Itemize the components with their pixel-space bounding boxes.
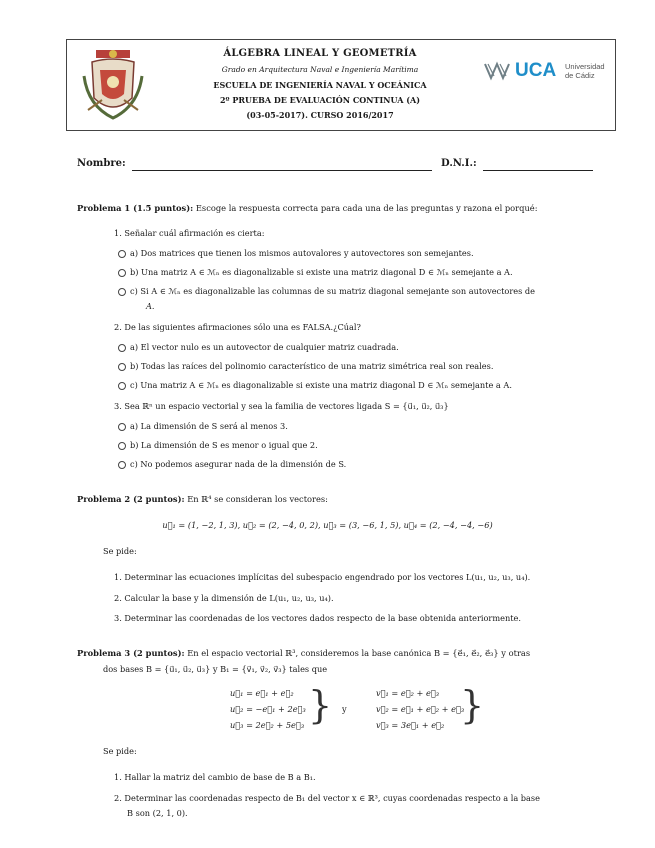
p3-v-brace: } [460,683,485,727]
p3-u1: u⃗₁ = e⃗₁ + e⃗₂ [230,688,294,698]
p2-item-3: 3. Determinar las coordenadas de los vectores dados respecto de la base obtenida anteriormente. [114,613,521,623]
p1-q3-option-c: c) No podemos asegurar nada de la dimensión de S. [130,459,347,469]
problem-3-heading [77,648,530,658]
p3-v2: v⃗₂ = e⃗₁ + e⃗₂ + e⃗₃ [376,704,465,714]
p3-v1: v⃗₁ = e⃗₂ + e⃗₃ [376,688,440,698]
p3-item-2: 2. Determinar las coordenadas respecto de B₁ del vector x ∈ ℝ³, cuyas coordenadas respecto a la base [114,793,540,803]
p3-item-2-cont: B son (2, 1, 0). [127,808,188,818]
exam-date: (03-05-2017). CURSO 2016/2017 [246,110,394,120]
p2-item-1: 1. Determinar las ecuaciones implícitas del subespacio engendrado por los vectores L(u₁, u₂, u₃, u₄). [114,572,531,582]
name-field[interactable] [132,170,432,171]
p1-q1-option-b-radio[interactable] [118,269,126,277]
p1-q3-option-a: a) La dimensión de S será al menos 3. [130,421,288,431]
uca-sub2: de Cádiz [565,71,595,80]
p1-question-1: 1. Señalar cuál afirmación es cierta: [114,228,265,238]
dni-field[interactable] [483,170,593,171]
p1-q1-option-c: c) Si A ∈ ℳₙ es diagonalizable las columnas de su matriz diagonal semejante son autovectores de [130,286,536,296]
p1-q3-option-b-radio[interactable] [118,442,126,450]
p3-intro-2: dos bases B = {u⃗₁, u⃗₂, u⃗₃} y B₁ = {v⃗₁, v⃗₂, v⃗₃} tales que [103,664,328,674]
problem-1-intro: Escoge la respuesta correcta para cada una de las preguntas y razona el porqué: [195,203,538,213]
p1-q1-option-c-radio[interactable] [118,288,126,296]
p1-q2-option-c: c) Una matriz A ∈ ℳₙ es diagonalizable si existe una matriz diagonal D ∈ ℳₙ semejante a A. [130,380,512,390]
uca-sub1: Universidad [565,62,605,71]
p1-q1-option-a-radio[interactable] [118,250,126,258]
p1-q3-option-b: b) La dimensión de S es menor o igual que 2. [130,440,318,450]
course-title: ÁLGEBRA LINEAL Y GEOMETRÍA [223,48,417,59]
p1-q2-option-b: b) Todas las raíces del polinomio característico de una matriz simétrica real son reales. [130,361,494,371]
p1-q2-option-a-radio[interactable] [118,344,126,352]
p1-q2-option-a: a) El vector nulo es un autovector de cualquier matriz cuadrada. [130,342,399,352]
problem-1-heading [77,203,538,213]
p3-v3: v⃗₃ = 3e⃗₁ + e⃗₂ [376,720,445,730]
degree-name: Grado en Arquitectura Naval e Ingeniería Marítima [221,65,419,74]
p1-q2-option-c-radio[interactable] [118,382,126,390]
p1-q1-option-c-cont: A. [146,301,155,311]
p3-item-1: 1. Hallar la matriz del cambio de base de B a B₁. [114,772,316,782]
p3-se-pide: Se pide: [103,746,137,756]
p1-q3-option-c-radio[interactable] [118,461,126,469]
name-label: Nombre: [77,158,126,169]
p2-vectors: u⃗₁ = (1, −2, 1, 3), u⃗₂ = (2, −4, 0, 2), u⃗₃ = (3, −6, 1, 5), u⃗₄ = (2, −4, −4, −6) [162,520,493,530]
p2-item-2: 2. Calcular la base y la dimensión de L(u₁, u₂, u₃, u₄). [114,593,334,603]
problem-3-intro: En el espacio vectorial ℝ³, consideremos la base canónica B = {e⃗₁, e⃗₂, e⃗₃} y otras [187,648,531,658]
school-name: ESCUELA DE INGENIERÍA NAVAL Y OCEÁNICA [213,80,427,90]
uca-text: UCA [515,60,557,81]
problem-2-intro: En ℝ⁴ se consideran los vectores: [187,494,328,504]
problem-1-title: Problema 1 (1.5 puntos): [77,203,194,213]
uca-logo [483,58,613,84]
uca-mark-icon [483,60,513,82]
p3-u3: u⃗₃ = 2e⃗₂ + 5e⃗₃ [230,720,305,730]
p2-se-pide: Se pide: [103,546,137,556]
dni-label: D.N.I.: [441,158,477,169]
p3-u2: u⃗₂ = −e⃗₁ + 2e⃗₃ [230,704,306,714]
p1-question-2: 2. De las siguientes afirmaciones sólo una es FALSA.¿Cúal? [114,322,361,332]
p1-q3-option-a-radio[interactable] [118,423,126,431]
p3-and: y [342,704,347,714]
problem-2-heading [77,494,328,504]
problem-2-title: Problema 2 (2 puntos): [77,494,185,504]
school-crest-icon [78,46,148,124]
problem-3-title: Problema 3 (2 puntos): [77,648,185,658]
p1-q1-option-a: a) Dos matrices que tienen los mismos autovalores y autovectores son semejantes. [130,248,474,258]
p1-question-3: 3. Sea ℝⁿ un espacio vectorial y sea la familia de vectores ligada S = {u⃗₁, u⃗₂, u⃗₃} [114,401,449,411]
p1-q2-option-b-radio[interactable] [118,363,126,371]
p1-q1-option-b: b) Una matriz A ∈ ℳₙ es diagonalizable si existe una matriz diagonal D ∈ ℳₙ semejante a A. [130,267,513,277]
p3-u-brace: } [308,683,333,727]
exam-name: 2º PRUEBA DE EVALUACIÓN CONTINUA (A) [219,95,420,105]
